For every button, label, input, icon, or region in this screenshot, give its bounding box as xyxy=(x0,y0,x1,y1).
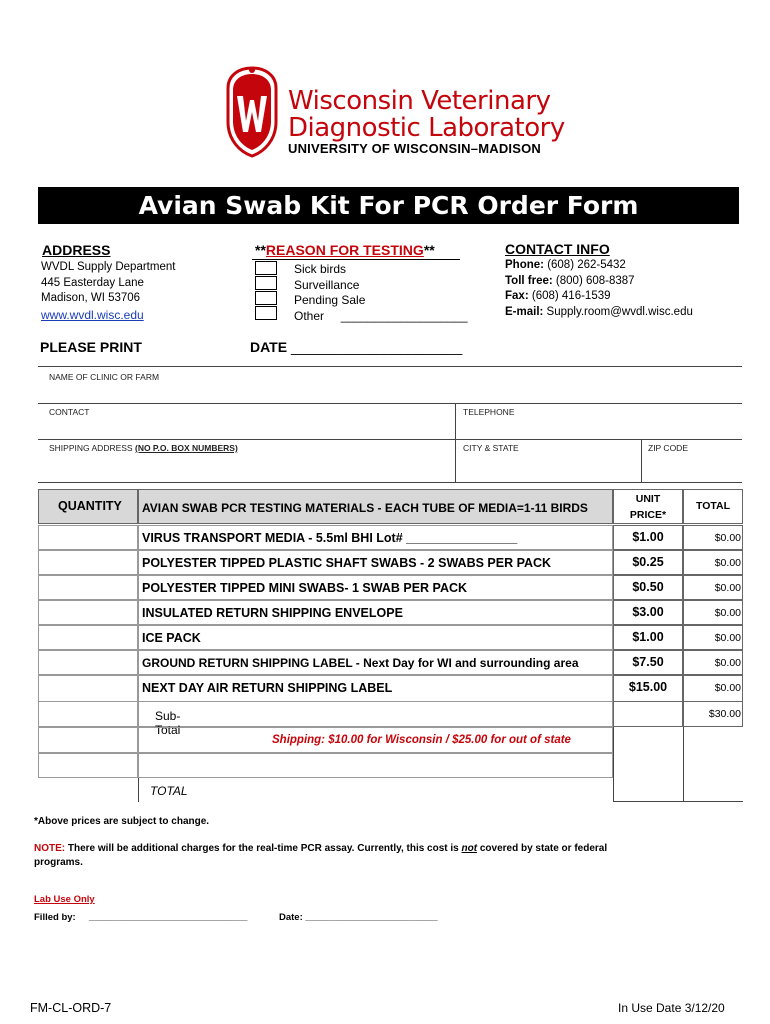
subtotal-qty-cell xyxy=(38,701,138,727)
reason-heading xyxy=(255,242,435,258)
subtotal-unit-cell xyxy=(613,701,683,727)
reason-suffix: ** xyxy=(423,242,435,258)
shipping-rates-note: Shipping: $10.00 for Wisconsin / $25.00 for out of state xyxy=(272,734,571,746)
unit-price: $15.00 xyxy=(628,680,668,694)
desc-header: AVIAN SWAB PCR TESTING MATERIALS - EACH TUBE OF MEDIA=1-11 BIRDS xyxy=(142,501,588,515)
filled-by-blank[interactable]: ______________________________ xyxy=(88,912,248,923)
zip-label: ZIP CODE xyxy=(648,443,688,453)
in-use-date: In Use Date 3/12/20 xyxy=(618,1001,725,1015)
line-total: $0.00 xyxy=(714,682,741,694)
price-change-note: *Above prices are subject to change. xyxy=(34,816,210,827)
unit-price: $1.00 xyxy=(632,630,664,644)
blank-desc-cell xyxy=(138,753,613,778)
reason-options xyxy=(294,262,468,324)
contact-heading: CONTACT INFO xyxy=(505,241,610,257)
subtotal-label: Sub-Total xyxy=(155,709,181,737)
total-label: TOTAL xyxy=(150,784,188,798)
note-text-2: covered by state or federal xyxy=(477,843,608,854)
unit-price: $1.00 xyxy=(632,530,664,544)
reason-prefix: ** xyxy=(255,242,266,258)
item-description: POLYESTER TIPPED MINI SWABS- 1 SWAB PER PACK xyxy=(142,581,468,595)
note-label: NOTE: xyxy=(34,843,66,854)
filled-by-field xyxy=(34,912,247,923)
form-id: FM-CL-ORD-7 xyxy=(30,1001,112,1015)
shipping-qty-cell xyxy=(38,727,138,753)
unit-price: $0.50 xyxy=(632,580,664,594)
subtotal-desc-cell xyxy=(138,701,613,727)
line-total: $0.00 xyxy=(714,632,741,644)
note-text-1: There will be additional charges for the real-time PCR assay. Currently, this cost is xyxy=(65,843,462,854)
wvdl-logo xyxy=(224,66,565,158)
contact-label: CONTACT xyxy=(49,407,90,417)
note-not: not xyxy=(461,843,478,854)
item-description: ICE PACK xyxy=(142,631,201,645)
shipping-label xyxy=(49,443,238,453)
item-description: INSULATED RETURN SHIPPING ENVELOPE xyxy=(142,606,403,620)
checkbox-sick-birds[interactable] xyxy=(255,261,277,275)
address-line: Madison, WI 53706 xyxy=(41,292,141,304)
subtotal-value: $30.00 xyxy=(708,708,741,720)
fax-label: Fax: xyxy=(505,290,529,302)
checkbox-pending-sale[interactable] xyxy=(255,291,277,305)
email-label: E-mail: xyxy=(505,305,544,318)
address-line: 445 Easterday Lane xyxy=(41,276,144,289)
quantity-input-cell[interactable] xyxy=(38,525,138,550)
city-label: CITY & STATE xyxy=(463,443,519,453)
fax-value: (608) 416-1539 xyxy=(531,290,611,302)
line-total: $0.00 xyxy=(714,582,741,594)
email-value[interactable]: Supply.room@wvdl.wisc.edu xyxy=(546,305,693,318)
uw-crest-icon xyxy=(224,66,280,158)
line-total: $0.00 xyxy=(714,607,741,619)
address-line: WVDL Supply Department xyxy=(41,261,176,273)
quantity-input-cell[interactable] xyxy=(38,550,138,575)
org-name-line2: Diagnostic Laboratory xyxy=(288,113,565,143)
option-other: Other xyxy=(294,308,325,323)
other-blank[interactable]: ___________________ xyxy=(340,308,468,323)
unit-price-header xyxy=(613,491,683,523)
option-sick-birds: Sick birds xyxy=(294,262,347,276)
please-print-label: PLEASE PRINT xyxy=(40,339,142,355)
unit-price: $0.25 xyxy=(632,555,664,569)
quantity-input-cell[interactable] xyxy=(38,600,138,625)
lab-date-blank[interactable]: _________________________ xyxy=(305,912,438,923)
pcr-note xyxy=(34,842,734,870)
contact-block xyxy=(505,258,693,320)
quantity-input-cell[interactable] xyxy=(38,675,138,702)
phone-label: Phone: xyxy=(505,259,544,271)
unit-header-line2: PRICE* xyxy=(629,509,667,521)
date-field[interactable] xyxy=(250,339,462,355)
clinic-label: NAME OF CLINIC OR FARM xyxy=(49,372,160,382)
tollfree-label: Toll free: xyxy=(505,274,553,287)
item-description: NEXT DAY AIR RETURN SHIPPING LABEL xyxy=(142,681,393,695)
quantity-header: QUANTITY xyxy=(58,499,122,513)
line-total: $0.00 xyxy=(714,657,741,669)
line-total: $0.00 xyxy=(714,532,741,544)
filled-by-label: Filled by: xyxy=(34,912,76,923)
checkbox-surveillance[interactable] xyxy=(255,276,277,290)
item-description: GROUND RETURN SHIPPING LABEL - Next Day for WI and surrounding area xyxy=(142,656,579,670)
quantity-input-cell[interactable] xyxy=(38,625,138,650)
blank-qty-cell xyxy=(38,753,138,778)
unit-price: $7.50 xyxy=(632,655,664,669)
checkbox-other[interactable] xyxy=(255,306,277,320)
unit-header-line1: UNIT xyxy=(635,493,661,505)
website-link[interactable]: www.wvdl.wisc.edu xyxy=(41,307,144,322)
item-description: VIRUS TRANSPORT MEDIA - 5.5ml BHI Lot# ________________ xyxy=(142,531,518,545)
telephone-label: TELEPHONE xyxy=(463,407,515,417)
quantity-input-cell[interactable] xyxy=(38,650,138,675)
note-text-3: programs. xyxy=(34,857,83,868)
address-heading: ADDRESS xyxy=(42,242,111,258)
shipping-label-text: SHIPPING ADDRESS xyxy=(49,443,133,453)
date-blank[interactable]: ______________________ xyxy=(290,339,463,355)
unit-price: $3.00 xyxy=(632,605,664,619)
lab-date-label: Date: xyxy=(279,912,303,923)
lab-date-field xyxy=(279,912,438,923)
line-total: $0.00 xyxy=(714,557,741,569)
quantity-input-cell[interactable] xyxy=(38,575,138,600)
shipping-note: (NO P.O. BOX NUMBERS) xyxy=(134,443,238,453)
date-label: DATE xyxy=(250,339,288,355)
org-university: UNIVERSITY OF WISCONSIN–MADISON xyxy=(288,141,541,156)
org-name-line1: Wisconsin Veterinary xyxy=(288,86,551,116)
item-desc-cell xyxy=(138,625,613,650)
address-block xyxy=(41,260,175,323)
lab-use-heading: Lab Use Only xyxy=(34,894,95,905)
reason-heading-text: REASON FOR TESTING xyxy=(265,242,424,258)
option-surveillance: Surveillance xyxy=(294,277,360,292)
item-description: POLYESTER TIPPED PLASTIC SHAFT SWABS - 2 SWABS PER PACK xyxy=(142,556,552,570)
form-title: Avian Swab Kit For PCR Order Form xyxy=(38,187,739,224)
total-header: TOTAL xyxy=(695,500,731,512)
tollfree-value: (800) 608-8387 xyxy=(555,274,635,287)
phone-value: (608) 262-5432 xyxy=(547,259,626,271)
option-pending-sale: Pending Sale xyxy=(294,293,366,307)
